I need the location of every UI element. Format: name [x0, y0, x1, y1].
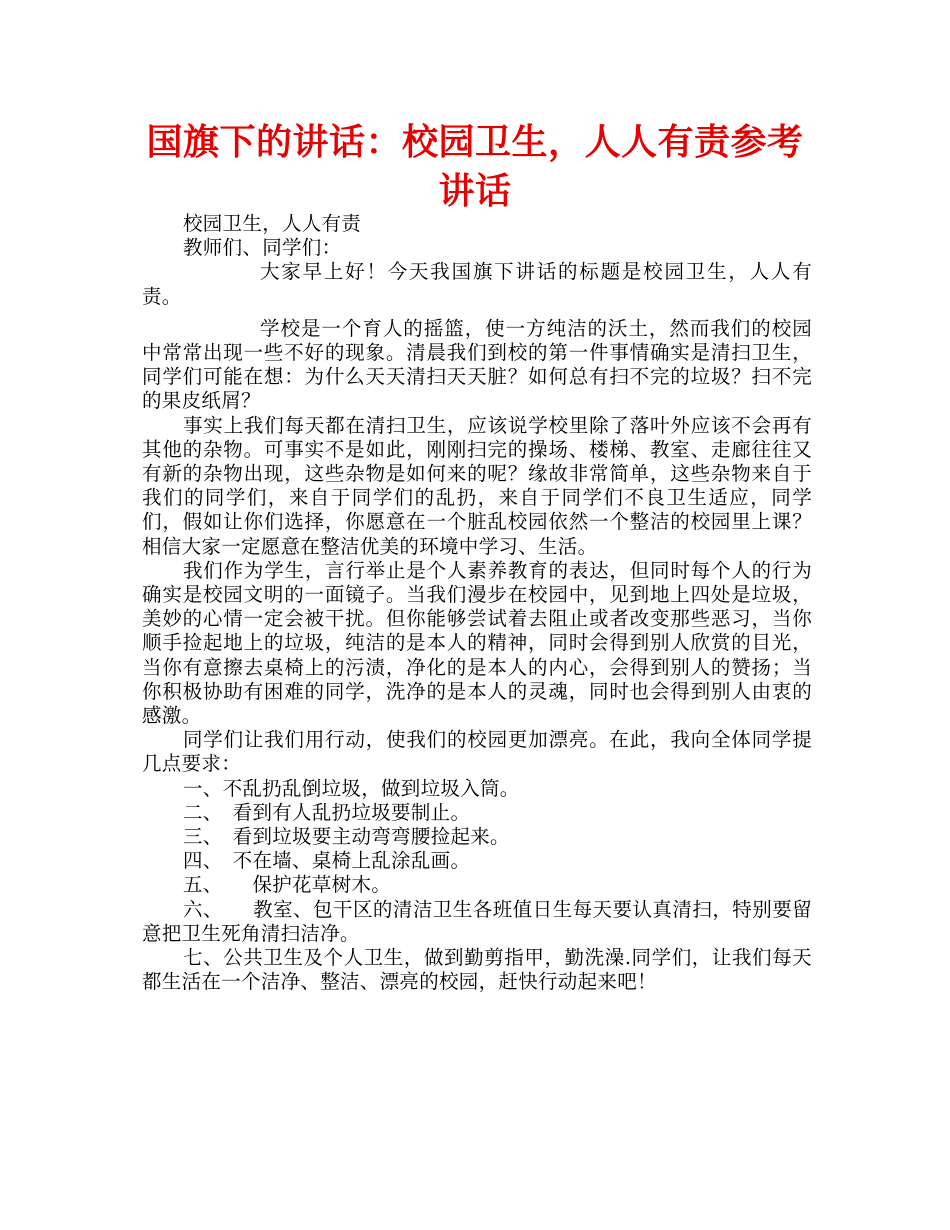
paragraph-call-to-action: 同学们让我们用行动，使我们的校园更加漂亮。在此，我向全体同学提几点要求： [142, 728, 812, 776]
requirement-item: 五、 保护花草树木。 [183, 873, 392, 897]
requirement-item: 三、 看到垃圾要主动弯弯腰捡起来。 [183, 825, 510, 849]
requirement-item: 六、 教室、包干区的清洁卫生各班值日生每天要认真清扫，特别要留意把卫生死角清扫洁净。 [142, 897, 812, 945]
page-title: 国旗下的讲话：校园卫生，人人有责参考讲话 [146, 122, 804, 212]
requirement-item: 二、 看到有人乱扔垃圾要制止。 [183, 800, 471, 824]
requirement-item: 四、 不在墙、桌椅上乱涂乱画。 [183, 849, 471, 873]
document-body [142, 212, 812, 995]
paragraph-cleaning: 事实上我们每天都在清扫卫生，应该说学校里除了落叶外应该不会再有其他的杂物。可事实不是如此，刚刚扫完的操场、楼梯、教室、走廊往往又有新的杂物出现，这些杂物是如何来的呢？缘故非常简单，这些杂物来自于我们的同学们，来自于同学们的乱扔，来自于同学们不良卫生适应，同学们，假如让你们选择，你愿意在一个脏乱校园依然一个整洁的校园里上课？相信大家一定愿意在整洁优美的环境中学习、生活。 [142, 413, 812, 558]
requirement-item: 七、公共卫生及个人卫生，做到勤剪指甲，勤洗澡.同学们，让我们每天都生活在一个洁净、整洁、漂亮的校园，赶快行动起来吧！ [142, 946, 812, 994]
greeting: 教师们、同学们： [183, 236, 342, 260]
paragraph-students: 我们作为学生，言行举止是个人素养教育的表达，但同时每个人的行为确实是校园文明的一面镜子。当我们漫步在校园中，见到地上四处是垃圾，美妙的心情一定会被干扰。但你能够尝试着去阻止或者改变那些恶习，当你顺手捡起地上的垃圾，纯洁的是本人的精神，同时会得到别人欣赏的目光，当你有意擦去桌椅上的污渍，净化的是本人的内心，会得到别人的赞扬；当你积极协助有困难的同学，洗净的是本人的灵魂，同时也会得到别人由衷的感激。 [142, 558, 812, 728]
requirement-item: 一、不乱扔乱倒垃圾，做到垃圾入筒。 [183, 776, 520, 800]
paragraph-opening: 大家早上好！今天我国旗下讲话的标题是校园卫生，人人有责。 [142, 260, 812, 308]
paragraph-spacer [142, 309, 812, 317]
speech-subtitle: 校园卫生，人人有责 [183, 212, 362, 235]
paragraph-school: 学校是一个育人的摇篮，使一方纯洁的沃土，然而我们的校园中常常出现一些不好的现象。清晨我们到校的第一件事情确实是清扫卫生，同学们可能在想：为什么天天清扫天天脏？如何总有扫不完的垃圾？扫不完的果皮纸屑？ [142, 316, 812, 413]
